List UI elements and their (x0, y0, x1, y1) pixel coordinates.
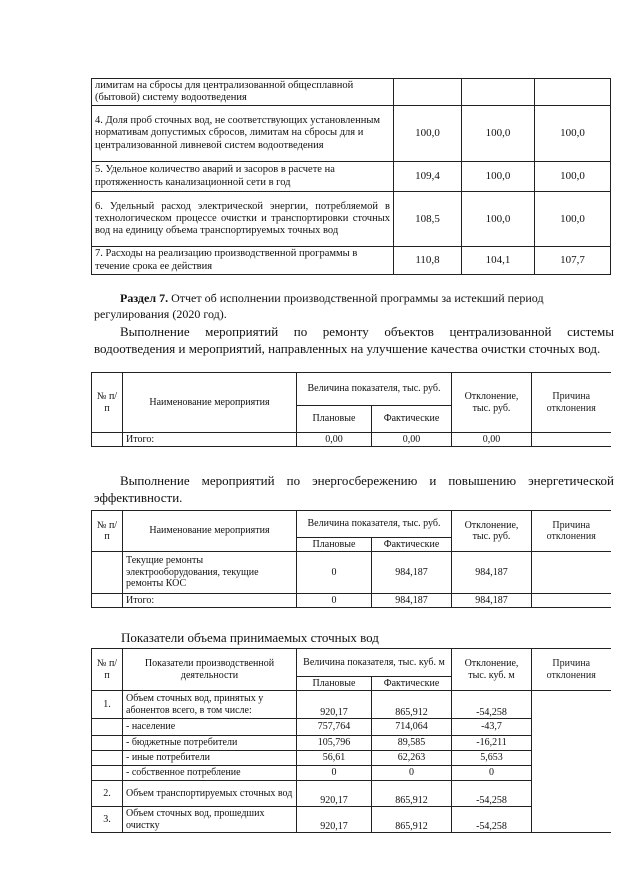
total-fact: 984,187 (372, 594, 452, 608)
row-plan: 56,61 (297, 751, 372, 766)
header-reason: Причина отклонения (532, 511, 611, 552)
section-number: Раздел 7. (120, 291, 169, 305)
value-cell: 107,7 (535, 247, 611, 275)
indicator-name: Объем сточных вод, прошедших очистку (123, 807, 297, 833)
indicator-name: - бюджетные потребители (123, 736, 297, 751)
table-row (92, 192, 611, 247)
row-deviation: -54,258 (452, 781, 532, 807)
value-cell: 108,5 (394, 192, 462, 247)
header-deviation: Отклонение, тыс. руб. (452, 511, 532, 552)
indicator-text: лимитам на сбросы для централизованной общесплавной (бытовой) систему водоотведения (92, 79, 394, 106)
row-number: 1. (92, 691, 123, 719)
header-fact: Фактические (372, 406, 452, 433)
header-value: Величина показателя, тыс. руб. (297, 373, 452, 406)
row-deviation: 984,187 (452, 552, 532, 594)
row-deviation: 5,653 (452, 751, 532, 766)
energy-table (91, 510, 611, 608)
header-reason: Причина отклонения (532, 373, 611, 433)
value-cell (462, 79, 535, 106)
row-number: 2. (92, 781, 123, 807)
header-deviation: Отклонение, тыс. руб. (452, 373, 532, 433)
row-fact: 984,187 (372, 552, 452, 594)
row-plan: 920,17 (297, 807, 372, 833)
header-reason: Причина отклонения (532, 649, 611, 691)
indicator-name: Объем транспортируемых сточных вод (123, 781, 297, 807)
indicator-name: - население (123, 719, 297, 736)
header-name: Показатели производственной деятельности (123, 649, 297, 691)
header-plan: Плановые (297, 538, 372, 552)
header-no: № п/п (92, 511, 123, 552)
repair-paragraph: Выполнение мероприятий по ремонту объектов централизованной системы водоотведения и мероприятий, направленных на улучшение качества очистки сточных вод. (94, 324, 614, 357)
header-name: Наименование мероприятия (123, 373, 297, 433)
value-cell (535, 79, 611, 106)
value-cell: 100,0 (535, 106, 611, 162)
volume-title: Показатели объема принимаемых сточных вод (121, 630, 379, 645)
repair-table (91, 372, 611, 447)
total-deviation: 0,00 (452, 433, 532, 447)
indicators-table (91, 78, 611, 275)
indicator-name: - собственное потребление (123, 766, 297, 781)
value-cell: 110,8 (394, 247, 462, 275)
row-fact: 89,585 (372, 736, 452, 751)
header-plan: Плановые (297, 677, 372, 691)
volume-table (91, 648, 611, 833)
total-label: Итого: (123, 594, 297, 608)
indicator-text: 5. Удельное количество аварий и засоров в расчете на протяженность канализационной сети в год (92, 162, 394, 192)
indicator-name: Объем сточных вод, принятых у абонентов всего, в том числе: (123, 691, 297, 719)
value-cell: 100,0 (462, 192, 535, 247)
row-fact: 865,912 (372, 781, 452, 807)
indicator-name: - иные потребители (123, 751, 297, 766)
row-plan: 757,764 (297, 719, 372, 736)
indicator-text: 6. Удельный расход электрической энергии, потребляемой в технологическом процессе очистки и транспортировки сточных вод на единицу объема транспортируемых точных вод (92, 192, 394, 247)
header-value: Величина показателя, тыс. руб. (297, 511, 452, 538)
row-number: 3. (92, 807, 123, 833)
activity-name: Текущие ремонты электрооборудования, текущие ремонты КОС (123, 552, 297, 594)
total-label: Итого: (123, 433, 297, 447)
row-plan: 920,17 (297, 691, 372, 719)
row-fact: 0 (372, 766, 452, 781)
header-fact: Фактические (372, 677, 452, 691)
value-cell: 100,0 (535, 192, 611, 247)
row-fact: 865,912 (372, 691, 452, 719)
energy-paragraph: Выполнение мероприятий по энергосбережению и повышению энергетической эффективности. (94, 473, 614, 506)
row-deviation: -16,211 (452, 736, 532, 751)
row-fact: 714,064 (372, 719, 452, 736)
table-row (92, 106, 611, 162)
indicator-text: 4. Доля проб сточных вод, не соответствующих установленным нормативам допустимых сбросов, лимитам на сбросы для и централизованной ливневой систем водоотведения (92, 106, 394, 162)
row-plan: 105,796 (297, 736, 372, 751)
table-row (92, 162, 611, 192)
header-name: Наименование мероприятия (123, 511, 297, 552)
row-deviation: -43,7 (452, 719, 532, 736)
table-row (92, 594, 611, 608)
row-plan: 920,17 (297, 781, 372, 807)
value-cell: 109,4 (394, 162, 462, 192)
row-deviation: -54,258 (452, 691, 532, 719)
table-row (92, 691, 611, 719)
total-deviation: 984,187 (452, 594, 532, 608)
row-plan: 0 (297, 552, 372, 594)
header-fact: Фактические (372, 538, 452, 552)
value-cell: 104,1 (462, 247, 535, 275)
row-plan: 0 (297, 766, 372, 781)
table-row (92, 247, 611, 275)
value-cell: 100,0 (394, 106, 462, 162)
value-cell: 100,0 (535, 162, 611, 192)
table-row (92, 433, 611, 447)
value-cell: 100,0 (462, 106, 535, 162)
total-plan: 0,00 (297, 433, 372, 447)
table-row (92, 79, 611, 106)
section-title: Отчет об исполнении производственной программы за истекший период регулирования (2020 год). (94, 291, 544, 321)
header-value: Величина показателя, тыс. куб. м (297, 649, 452, 677)
header-deviation: Отклонение, тыс. куб. м (452, 649, 532, 691)
header-no: № п/п (92, 649, 123, 691)
value-cell: 100,0 (462, 162, 535, 192)
row-fact: 62,263 (372, 751, 452, 766)
header-plan: Плановые (297, 406, 372, 433)
indicator-text: 7. Расходы на реализацию производственной программы в течение срока ее действия (92, 247, 394, 275)
total-plan: 0 (297, 594, 372, 608)
total-fact: 0,00 (372, 433, 452, 447)
header-no: № п/п (92, 373, 123, 433)
row-deviation: 0 (452, 766, 532, 781)
row-fact: 865,912 (372, 807, 452, 833)
table-row (92, 552, 611, 594)
section-heading (94, 291, 614, 322)
row-deviation: -54,258 (452, 807, 532, 833)
value-cell (394, 79, 462, 106)
